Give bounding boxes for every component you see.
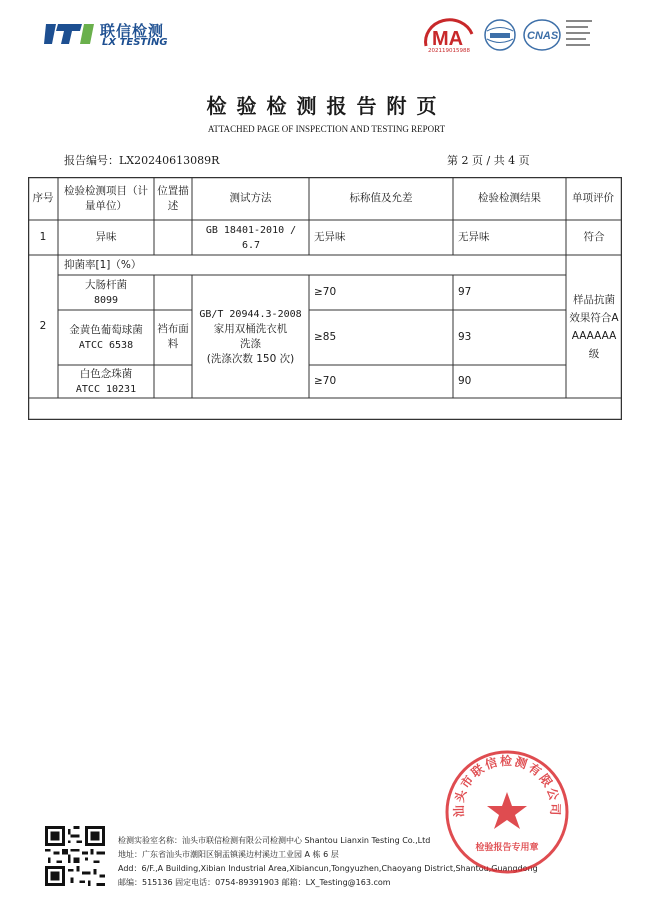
footer-address-cn: 地址：广东省汕头市潮阳区铜盂镇溪边村溪边工业园 A 栋 6 层 bbox=[118, 850, 339, 859]
sub2-standard: ≥85 bbox=[314, 331, 337, 343]
sub2-strain: ATCC 6538 bbox=[78, 339, 134, 351]
header-standard: 标称值及允差 bbox=[349, 192, 413, 204]
header-item: 检验检测项目（计量单位） bbox=[64, 184, 148, 212]
footer-address-en: Add：6/F.,A Building,Xibian Industrial Area,Xibiancun,Tongyuzhen,Chaoyang District,Shantou,Guangdong bbox=[118, 864, 538, 873]
footer-contact: 邮编：515136 固定电话：0754-89391903 邮箱：LX_Testing@163.com bbox=[118, 878, 391, 887]
brand-name-cn: 联信检测 bbox=[100, 22, 165, 40]
row1-evaluation: 符合 bbox=[583, 231, 605, 243]
row2-evaluation: 样品抗菌效果符合AAAAAAA级 bbox=[569, 293, 619, 360]
row1-result: 无异味 bbox=[458, 231, 490, 243]
ilac-mra-logo-icon bbox=[483, 18, 517, 52]
header-result: 检验检测结果 bbox=[478, 192, 541, 204]
results-table bbox=[28, 177, 622, 420]
brand-name-en: LX TESTING bbox=[102, 37, 168, 48]
sub3-name: 白色念珠菌 bbox=[79, 367, 133, 380]
report-number: 报告编号：LX20240613089R bbox=[64, 154, 220, 167]
row2-group-title: 抑菌率[1]（%） bbox=[64, 258, 142, 271]
cnas-logo-icon bbox=[522, 18, 562, 52]
method-machine: 家用双桶洗衣机 bbox=[213, 322, 288, 335]
page-info: 第 2 页 / 共 4 页 bbox=[447, 154, 530, 167]
page-title: 检验检测报告附页 bbox=[206, 94, 447, 118]
sub1-name: 大肠杆菌 bbox=[85, 278, 127, 291]
row2-seq: 2 bbox=[39, 320, 47, 332]
row1-position bbox=[154, 220, 192, 255]
sub3-strain: ATCC 10231 bbox=[75, 383, 137, 395]
row1-item: 异味 bbox=[95, 231, 117, 243]
row1-method: GB 18401-2010 / 6.7 bbox=[205, 224, 297, 251]
page-subtitle: ATTACHED PAGE OF INSPECTION AND TESTING REPORT bbox=[207, 124, 446, 134]
sub1-result: 97 bbox=[458, 286, 472, 298]
cnas-label: CNAS bbox=[527, 30, 559, 42]
method-wash: 洗涤 bbox=[240, 337, 261, 350]
sub1-strain: 8099 bbox=[93, 294, 119, 306]
sub2-name: 金黄色葡萄球菌 bbox=[69, 323, 143, 336]
row2-method bbox=[192, 275, 309, 398]
row1-standard: 无异味 bbox=[314, 231, 346, 243]
row1-seq: 1 bbox=[39, 231, 47, 243]
method-standard: GB/T 20944.3-2008 bbox=[199, 308, 302, 320]
cma-number: 202119015988 bbox=[428, 48, 470, 54]
header-method: 测试方法 bbox=[229, 192, 272, 204]
row2-sub3-item bbox=[58, 365, 154, 398]
cnas-accreditation-mark bbox=[566, 18, 606, 48]
row2-position: 裆布面料 bbox=[157, 322, 189, 350]
header-seq: 序号 bbox=[32, 192, 54, 204]
sub1-standard: ≥70 bbox=[314, 286, 337, 298]
header-position: 位置描述 bbox=[157, 184, 189, 212]
header-evaluation: 单项评价 bbox=[572, 192, 614, 204]
official-seal-stamp bbox=[443, 748, 571, 876]
footer-lab-name: 检测实验室名称：汕头市联信检测有限公司检测中心 Shantou Lianxin Testing Co.,Ltd bbox=[118, 836, 431, 845]
stamp-subtext: 检验报告专用章 bbox=[475, 843, 539, 853]
row2-sub1-item bbox=[58, 275, 154, 310]
qr-code-icon bbox=[45, 826, 105, 886]
sub3-result: 90 bbox=[458, 375, 472, 387]
sub3-standard: ≥70 bbox=[314, 375, 337, 387]
method-cycles: (洗涤次数 150 次) bbox=[206, 352, 295, 365]
svg-text:MA: MA bbox=[432, 28, 464, 50]
sub2-result: 93 bbox=[458, 331, 472, 343]
lx-logo-icon bbox=[42, 20, 98, 48]
stamp-text: 汕头市联信检测有限公司 bbox=[451, 753, 563, 818]
row2-sub2-item bbox=[58, 310, 154, 365]
